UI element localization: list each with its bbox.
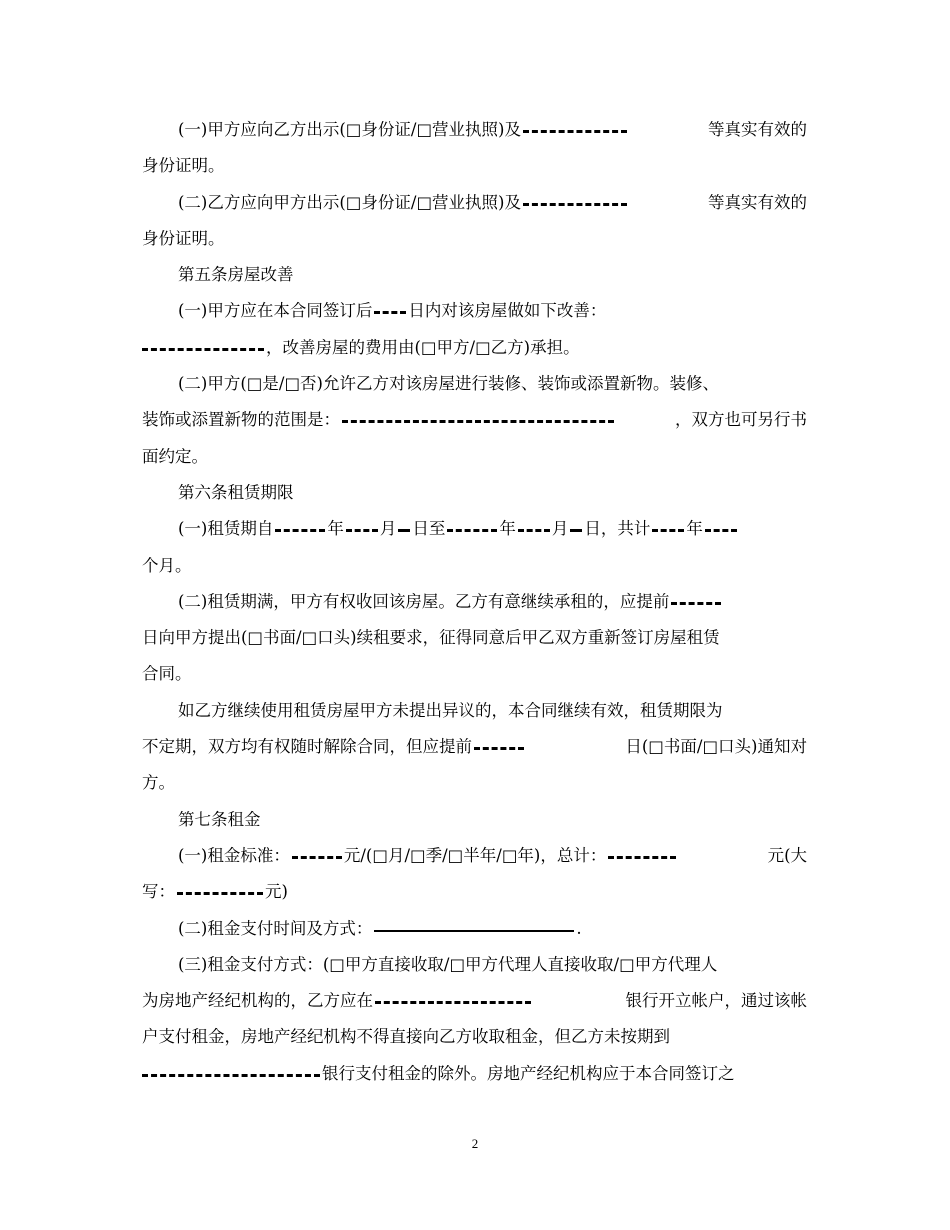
paragraph-line (142, 947, 807, 983)
fill-in-blank[interactable] (398, 529, 410, 532)
fill-in-blank[interactable] (374, 930, 574, 932)
text-segment: 日，共计 (584, 519, 651, 539)
text-segment: (一)甲方应在本合同签订后 (178, 301, 373, 321)
fill-in-blank[interactable] (570, 529, 582, 532)
paragraph-line (142, 548, 807, 584)
paragraph-line (142, 293, 807, 329)
section-heading (142, 475, 807, 511)
fill-in-blank[interactable] (608, 856, 676, 859)
text-segment: 第五条房屋改善 (178, 265, 294, 285)
text-segment: 装饰或添置新物的范围是： (142, 410, 340, 430)
text-segment: 月 (379, 519, 397, 539)
fill-in-blank[interactable] (705, 529, 737, 532)
fill-in-blank[interactable] (292, 856, 342, 859)
fill-in-blank[interactable] (671, 602, 721, 605)
paragraph-line (142, 1019, 807, 1055)
fill-in-blank[interactable] (177, 892, 263, 895)
text-segment: (一)租金标准： (178, 845, 290, 865)
fill-in-blank[interactable] (474, 747, 524, 750)
page-number: 2 (471, 1136, 479, 1151)
text-segment: 等真实有效的 (708, 120, 807, 139)
text-segment: (二)租赁期满，甲方有权收回该房屋。乙方有意继续承租的，应提前 (178, 591, 670, 611)
text-segment: ，双方也可另行书 (675, 410, 807, 430)
text-segment: . (576, 918, 582, 938)
paragraph-line (142, 366, 807, 402)
text-segment: 日向甲方提出(□书面/□口头)续租要求，征得同意后甲乙双方重新签订房屋租赁 (142, 628, 720, 648)
text-segment: 如乙方继续使用租赁房屋甲方未提出异议的，本合同继续有效，租赁期限为 (178, 700, 723, 720)
paragraph-line (142, 620, 807, 656)
text-segment: 个月。 (142, 555, 192, 575)
paragraph-line (142, 221, 807, 257)
text-segment: 元(大 (767, 845, 807, 865)
text-segment: 等真实有效的 (708, 192, 807, 212)
paragraph-line (142, 439, 807, 475)
text-segment: (一)租赁期自 (178, 519, 274, 539)
paragraph-line (142, 983, 807, 1019)
text-segment: 日(□书面/□口头)通知对 (625, 737, 807, 757)
text-segment: 写： (142, 882, 175, 902)
fill-in-blank[interactable] (447, 529, 497, 532)
text-segment: 面约定。 (142, 446, 208, 466)
paragraph-line (142, 148, 807, 184)
text-segment: (二)甲方(□是/□否)允许乙方对该房屋进行装修、装饰或添置新物。装修、 (178, 374, 719, 394)
text-segment: 银行开立帐户，通过该帐 (625, 991, 807, 1011)
paragraph-line (142, 838, 807, 874)
text-segment: 年 (686, 519, 703, 539)
text-segment: 银行支付租金的除外。房地产经纪机构应于本合同签订之 (322, 1063, 735, 1083)
text-segment: 元/(□月/□季/□半年/□年)，总计： (343, 845, 607, 865)
text-segment: 年 (499, 519, 516, 539)
text-segment: 身份证明。 (142, 228, 225, 248)
text-segment: ，改善房屋的费用由(□甲方/□乙方)承担。 (266, 337, 580, 357)
fill-in-blank[interactable] (346, 529, 378, 532)
paragraph-line (142, 112, 807, 148)
text-segment: 为房地产经纪机构的，乙方应在 (142, 991, 373, 1011)
paragraph-line (142, 656, 807, 692)
paragraph-line (142, 1056, 807, 1092)
fill-in-blank[interactable] (374, 311, 406, 314)
paragraph-line (142, 185, 807, 221)
text-segment: (二)乙方应向甲方出示(□身份证/□营业执照)及 (178, 192, 521, 212)
text-segment: 日内对该房屋做如下改善： (408, 301, 607, 321)
text-segment: 不定期，双方均有权随时解除合同，但应提前 (142, 737, 472, 757)
fill-in-blank[interactable] (142, 348, 264, 351)
fill-in-blank[interactable] (275, 529, 325, 532)
text-segment: 日至 (412, 519, 446, 539)
paragraph-line (142, 911, 807, 947)
section-heading (142, 802, 807, 838)
paragraph-line (142, 765, 807, 801)
text-segment: 年 (327, 519, 344, 539)
text-segment: 第七条租金 (178, 809, 261, 829)
fill-in-blank[interactable] (652, 529, 684, 532)
text-segment: 户支付租金，房地产经纪机构不得直接向乙方收取租金，但乙方未按期到 (142, 1027, 670, 1047)
paragraph-line (142, 729, 807, 765)
fill-in-blank[interactable] (518, 529, 550, 532)
paragraph-line (142, 402, 807, 438)
fill-in-blank[interactable] (375, 1001, 531, 1004)
document-body (142, 112, 807, 1092)
paragraph-line (142, 584, 807, 620)
paragraph-line (142, 330, 807, 366)
text-segment: 第六条租赁期限 (178, 482, 294, 502)
fill-in-blank[interactable] (523, 130, 627, 133)
paragraph-line (142, 874, 807, 910)
fill-in-blank[interactable] (342, 420, 614, 423)
text-segment: 元) (265, 882, 288, 902)
paragraph-line (142, 511, 807, 547)
text-segment: 合同。 (142, 664, 192, 684)
paragraph-line (142, 693, 807, 729)
text-segment: 方。 (142, 773, 175, 793)
section-heading (142, 257, 807, 293)
text-segment: 身份证明。 (142, 156, 225, 176)
fill-in-blank[interactable] (523, 203, 627, 206)
text-segment: (三)租金支付方式：(□甲方直接收取/□甲方代理人直接收取/□甲方代理人 (178, 954, 718, 974)
text-segment: 月 (551, 519, 569, 539)
fill-in-blank[interactable] (142, 1074, 320, 1077)
text-segment: (一)甲方应向乙方出示(□身份证/□营业执照)及 (178, 120, 521, 139)
text-segment: (二)租金支付时间及方式： (178, 918, 373, 938)
